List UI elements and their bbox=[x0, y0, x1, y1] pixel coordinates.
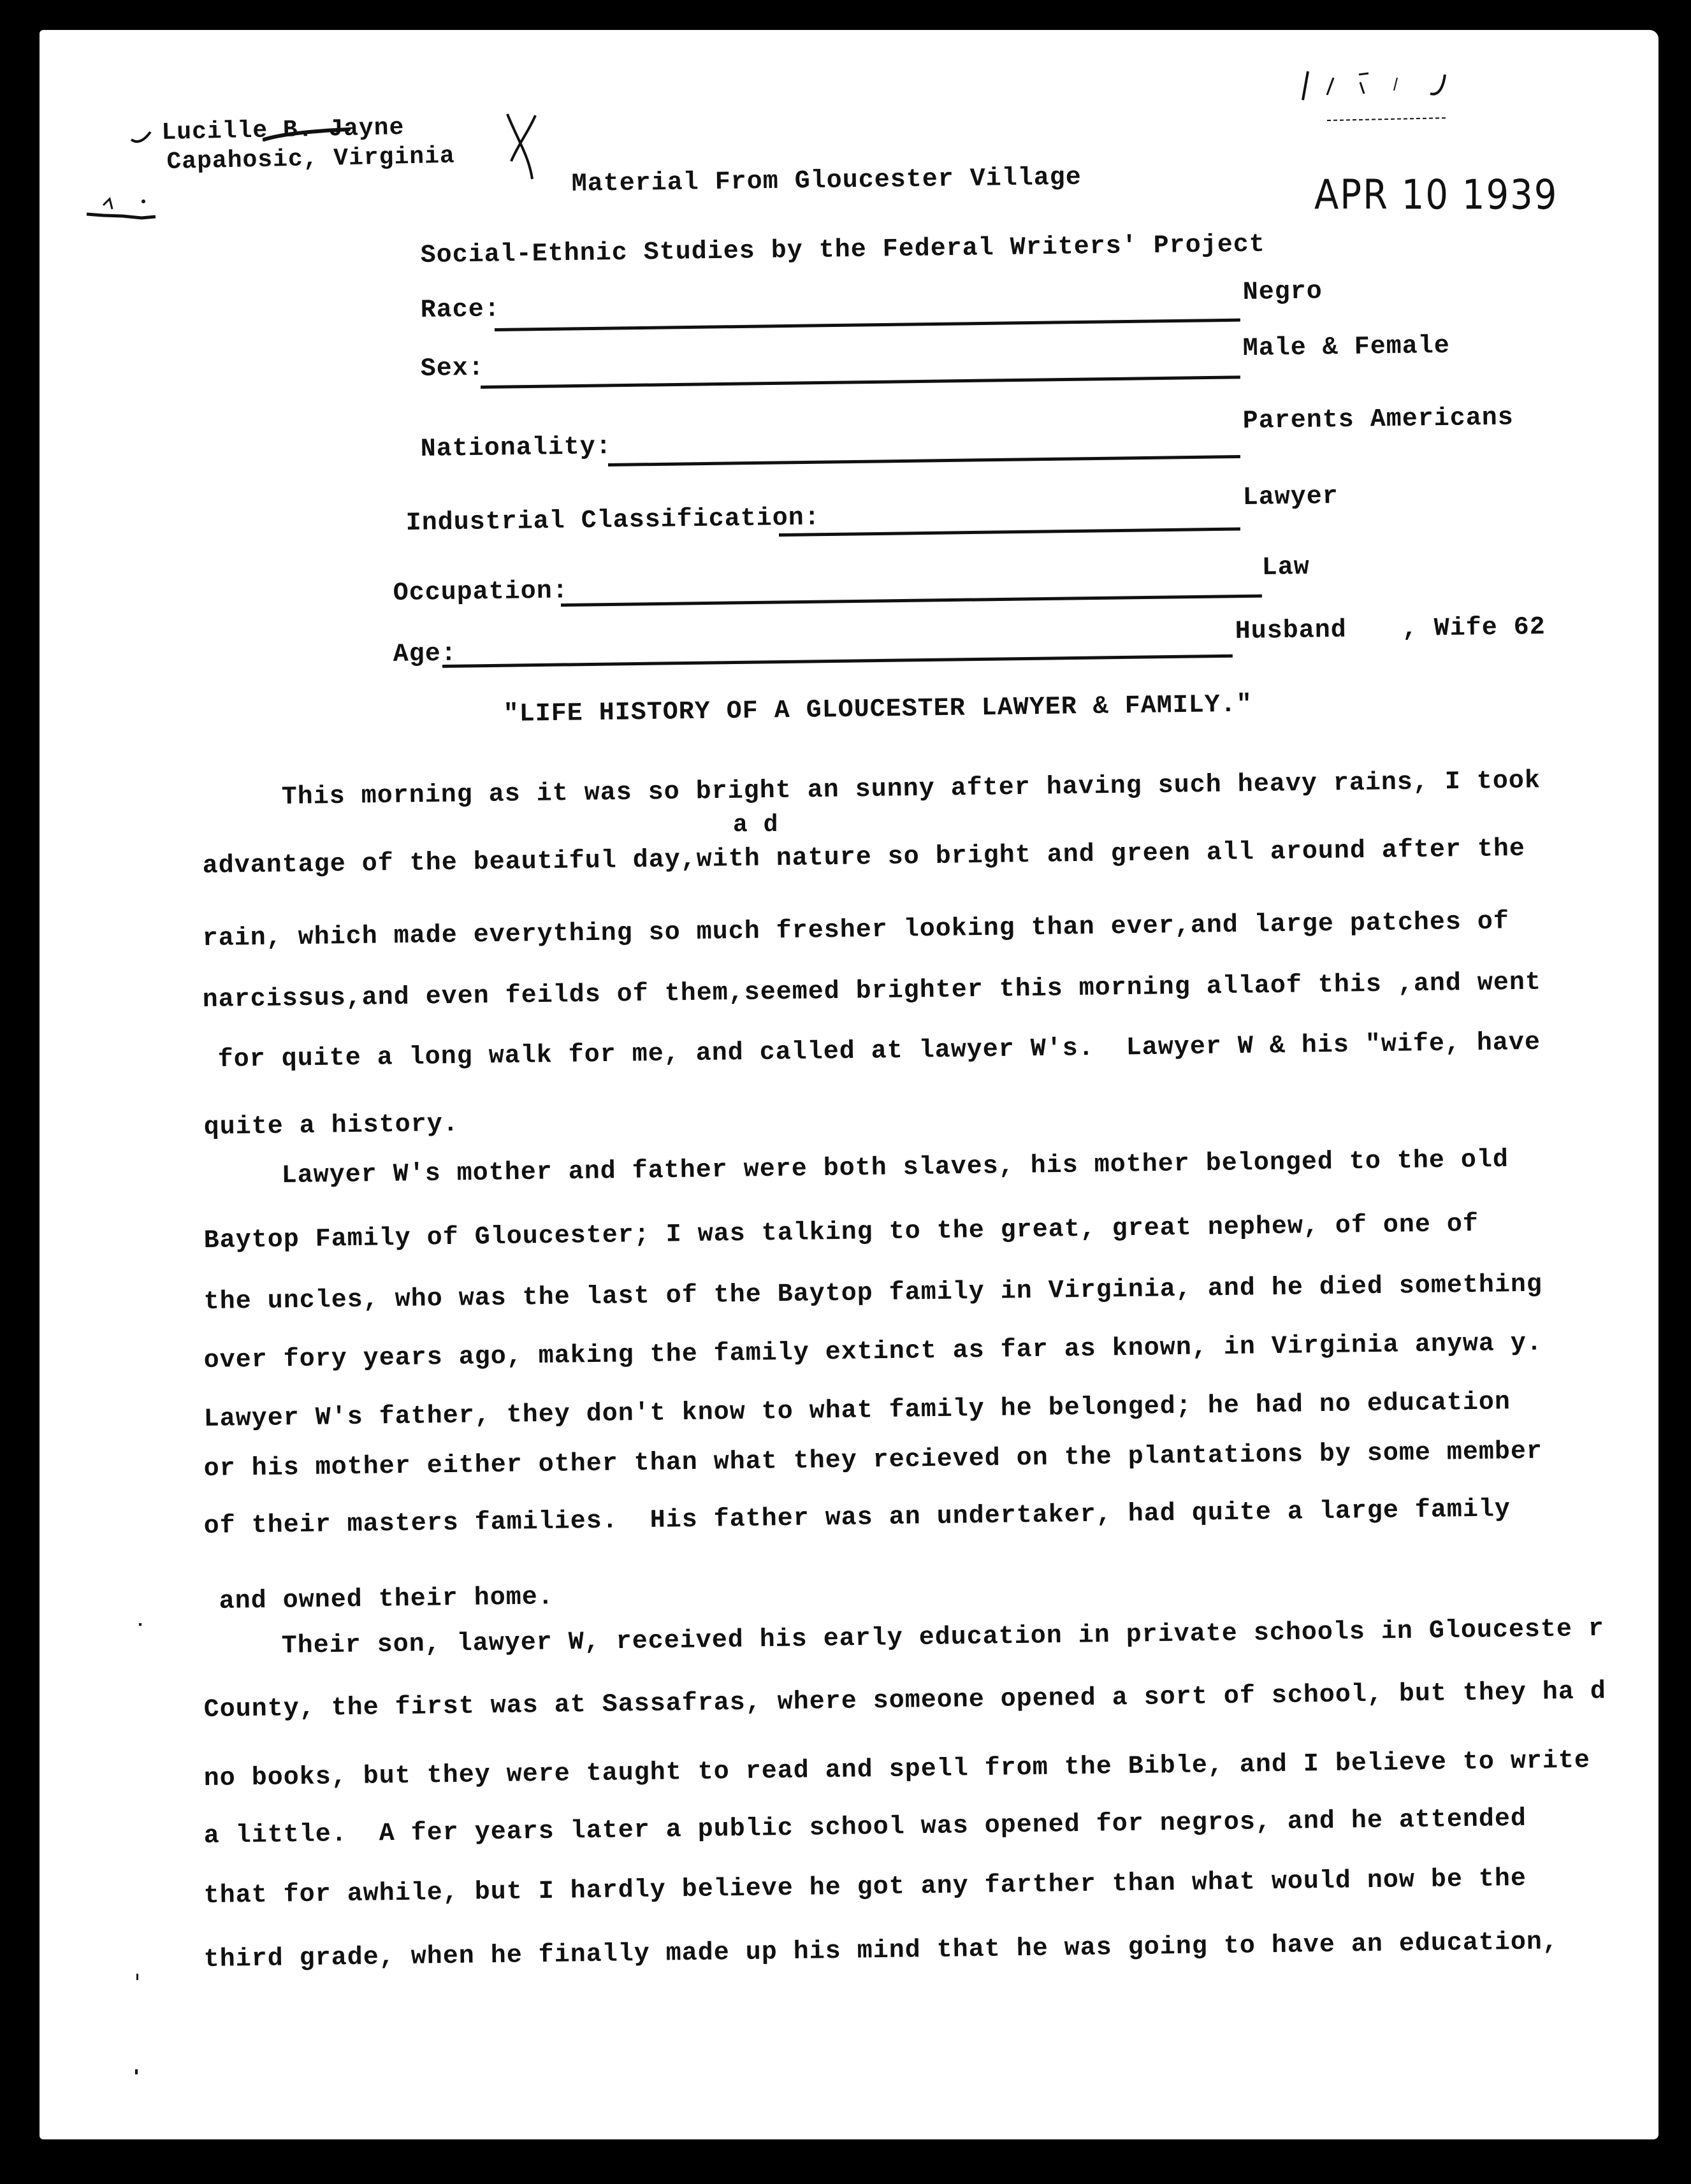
field-label: Industrial Classification: bbox=[405, 503, 821, 538]
document-title: "LIFE HISTORY OF A GLOUCESTER LAWYER & FAMILY." bbox=[503, 690, 1253, 729]
body-line: Lawyer W's mother and father were both slaves, his mother belonged to the old bbox=[281, 1145, 1509, 1190]
body-line: third grade, when he finally made up his mind that he was going to have an education, bbox=[203, 1928, 1559, 1974]
body-line: that for awhile, but I hardly believe he got any farther than what would now be the bbox=[203, 1864, 1527, 1911]
document-page bbox=[40, 30, 1658, 2139]
body-line: no books, but they were taught to read and spell from the Bible, and I believe to write bbox=[203, 1746, 1591, 1793]
body-line: Lawyer W's father, they don't know to what family he belonged; he had no education bbox=[203, 1388, 1511, 1434]
field-label: Occupation: bbox=[393, 577, 569, 608]
body-line: Their son, lawyer W, received his early education in private schools in Glouceste r bbox=[281, 1614, 1605, 1661]
speck bbox=[139, 1623, 142, 1626]
insertion-mark: a d bbox=[733, 811, 779, 839]
handwritten-x-icon bbox=[504, 112, 542, 182]
field-value: Parents Americans bbox=[1242, 403, 1514, 436]
field-value-extra: , Wife 62 bbox=[1402, 613, 1546, 644]
field-rule bbox=[481, 375, 1240, 389]
body-line: quite a history. bbox=[203, 1110, 460, 1142]
body-line: and owned their home. bbox=[219, 1583, 555, 1616]
body-line: This morning as it was so bright an sunny after having such heavy rains, I took bbox=[281, 767, 1541, 812]
field-rule bbox=[608, 455, 1240, 466]
body-line: over fory years ago, making the family extinct as far as known, in Virginia anywa y. bbox=[203, 1329, 1543, 1375]
field-rule bbox=[442, 654, 1233, 668]
field-value: Law bbox=[1261, 553, 1310, 582]
handwritten-notation-icon bbox=[1289, 49, 1506, 126]
field-rule bbox=[495, 319, 1240, 331]
field-rule bbox=[561, 595, 1262, 607]
field-label: Race: bbox=[420, 295, 501, 325]
field-label: Nationality: bbox=[420, 433, 613, 464]
body-line: the uncles, who was the last of the Baytop family in Virginia, and he died something bbox=[203, 1270, 1543, 1317]
project-line: Social-Ethnic Studies by the Federal Writers' Project bbox=[420, 230, 1266, 270]
field-value: Male & Female bbox=[1242, 331, 1451, 363]
field-label: Sex: bbox=[420, 354, 485, 384]
body-line: County, the first was at Sassafras, where someone opened a sort of school, but they ha d bbox=[203, 1677, 1607, 1725]
field-value: Lawyer bbox=[1242, 482, 1339, 512]
ink-dot bbox=[142, 199, 145, 203]
author-name: Lucille B. Jayne bbox=[161, 114, 405, 147]
date-stamp: APR 10 1939 bbox=[1314, 171, 1558, 219]
body-line: of their masters families. His father was an undertaker, had quite a large family bbox=[203, 1495, 1511, 1541]
field-value: Negro bbox=[1242, 277, 1323, 307]
body-line: or his mother either other than what they recieved on the plantations by some member bbox=[203, 1437, 1543, 1484]
margin-scribble-icon bbox=[84, 192, 167, 224]
speck bbox=[136, 1974, 138, 1980]
collection-title: Material From Gloucester Village bbox=[571, 163, 1082, 199]
handwritten-tick-icon bbox=[129, 127, 154, 152]
body-line: rain, which made everything so much fresher looking than ever,and large patches of bbox=[202, 908, 1510, 953]
body-line: a little. A fer years later a public school was opened for negros, and he attended bbox=[203, 1804, 1527, 1851]
body-line: narcissus,and even feilds of them,seemed brighter this morning allaof this ,and went bbox=[202, 968, 1542, 1015]
author-location: Capahosic, Virginia bbox=[166, 142, 456, 176]
speck bbox=[135, 2069, 138, 2074]
field-rule bbox=[779, 528, 1240, 537]
body-line: advantage of the beautiful day,with nature so bright and green all around after the bbox=[202, 834, 1526, 881]
body-line: for quite a long walk for me, and called at lawyer W's. Lawyer W & his "wife, have bbox=[217, 1028, 1541, 1074]
field-label: Age: bbox=[393, 639, 458, 669]
field-value: Husband bbox=[1235, 616, 1347, 646]
body-line: Baytop Family of Gloucester; I was talking to the great, great nephew, of one of bbox=[203, 1210, 1479, 1255]
handwritten-underline-icon bbox=[263, 126, 352, 145]
